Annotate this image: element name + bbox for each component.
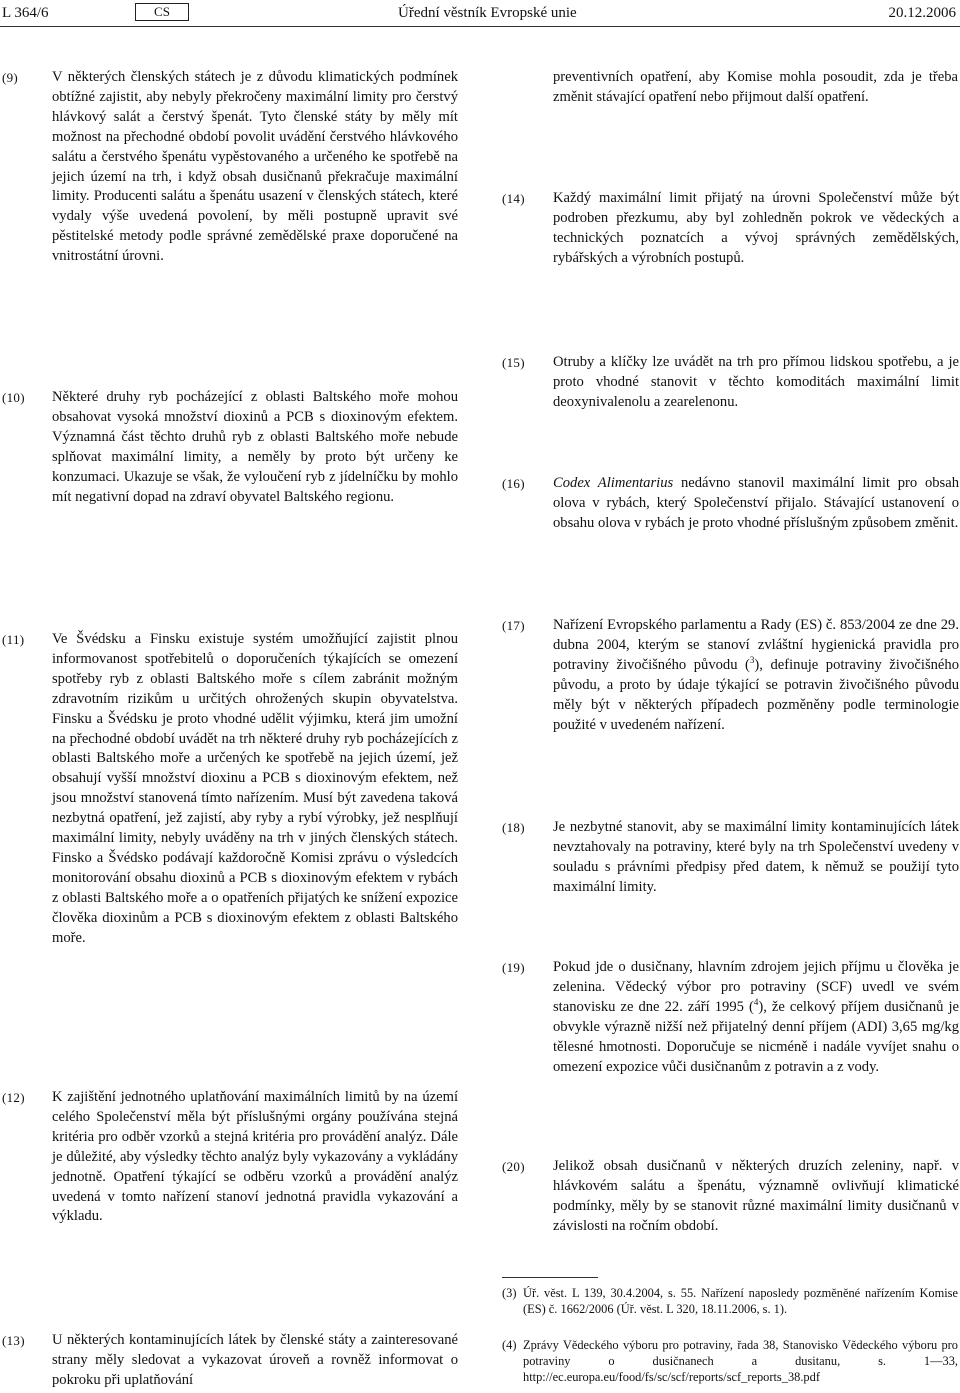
language-badge: CS bbox=[135, 3, 189, 21]
recital-text: K zajištění jednotného uplatňování maximálních limitů by na území celého Společenství měla být příslušnými orgány používána stejná kritéria pro odběr vzorků a stejná kritéria pro provádění analýz. Dále je důležité, aby výsledky těchto analýz byly vykazovány a vykládány jednotně. Opatření týkající se odběru vzorků a provádění analýz uvedená v tomto nařízení stanoví jednotná pravidla vykazování a výkladu. bbox=[52, 1089, 458, 1225]
recital-text bbox=[553, 474, 959, 534]
footnote-text: Zprávy Vědeckého výboru pro potraviny, řada 38, Stanovisko Vědeckého výboru pro potraviny o dusičnanech a dusitanu, s. 1—33, http://ec.europa.eu/food/fs/sc/scf/reports/scf_reports_38.pdf bbox=[523, 1338, 958, 1385]
italic-term: Codex Alimentarius bbox=[553, 475, 674, 491]
recital-text: Některé druhy ryb pocházející z oblasti Baltského moře mohou obsahovat vysoká množství dioxinů a PCB s dioxinovým efektem. Významná část těchto druhů ryb z oblasti Baltského moře nebude splňovat maximální limity, a neměly by proto být určeny ke konzumaci. Ukazuje se však, že vyloučení ryb z jídelníčku by mohlo mít negativní dopad na zdraví obyvatel Baltského regionu. bbox=[52, 389, 458, 505]
recital-number: (14) bbox=[502, 191, 525, 206]
journal-title: Úřední věstník Evropské unie bbox=[398, 5, 577, 21]
recital-number: (19) bbox=[502, 960, 525, 975]
recital-number: (12) bbox=[2, 1090, 25, 1105]
footnote-text: Úř. věst. L 139, 30.4.2004, s. 55. Nařízení naposledy pozměněné nařízením Komise (ES) č. 1662/2006 (Úř. věst. L 320, 18.11.2006, s. 1). bbox=[523, 1286, 958, 1317]
footnote-mark: (3) bbox=[502, 1286, 517, 1300]
header-rule bbox=[0, 26, 960, 27]
recital-13-continuation: preventivních opatření, aby Komise mohla posoudit, zda je třeba změnit stávající opatření nebo přijmout další opatření. bbox=[553, 69, 958, 105]
recital-number: (11) bbox=[2, 632, 25, 647]
recital-text bbox=[553, 958, 959, 1077]
recital-text: Každý maximální limit přijatý na úrovni Společenství může být podroben přezkumu, aby byl zohledněn pokrok ve vědeckých a technických poznatcích a vývoj správných zemědělských, rybářských a výrobních postupů. bbox=[553, 190, 959, 266]
recital-text-part-b: ), definuje potraviny živočišného původu, a proto by údaje týkající se potravin živočišného původu měly být v některých případech pozměněny podle terminologie použité v uvedeném nařízení. bbox=[553, 656, 959, 733]
footnote-ref: 4 bbox=[753, 996, 759, 1007]
recital-number: (9) bbox=[2, 70, 19, 85]
recital-number: (15) bbox=[502, 355, 525, 370]
recital-text: Jelikož obsah dusičnanů v některých druzích zeleniny, např. v hlávkovém salátu a špenátu, významně ovlivňují klimatické podmínky, měly by se stanovit různé maximální limity dusičnanů v závislosti na ročním období. bbox=[553, 1158, 959, 1234]
recital-text: Otruby a klíčky lze uvádět na trh pro přímou lidskou spotřebu, a je proto vhodné stanovit v těchto komoditách maximální limit deoxynivalenolu a zearelenonu. bbox=[553, 354, 959, 410]
recital-text: U některých kontaminujících látek by členské státy a zainteresované strany měly sledovat a vykazovat úroveň a rovněž informovat o pokroku při uplatňování bbox=[52, 1332, 458, 1388]
recital-text: Ve Švédsku a Finsku existuje systém umožňující zajistit plnou informovanost spotřebitelů o doporučeních týkajících se omezení spotřeby ryb z oblasti Baltského moře s cílem zabránit možným zdravotním rizikům u určitých ohrožených skupin obyvatelstva. Finsku a Švédsku je proto vhodné udělit výjimku, která jim umožní na přechodné období uvádět na trh některé druhy ryb pocházejících z oblasti Baltského moře a určených ke spotřebě na jejich území, jež obsahují vyšší množství dioxinu a PCB s dioxinovým efektem, než jsou množství stanovená tímto nařízením. Musí být zavedena taková nezbytná opatření, jež zajistí, aby ryby a rybí výrobky, jež nesplňují maximální limity, nebyly uváděny na trh v jiných členských státech. Finsko a Švédsko podávají každoročně Komisi zprávu o výsledcích monitorování obsahu dioxinů a PCB s dioxinovým efektem v rybách z oblasti Baltského moře a o opatřeních přijatých ke snížení expozice člověka dioxinům a PCB s dioxinovým efektem z oblasti Baltského moře. bbox=[52, 631, 458, 946]
recital-text: Je nezbytné stanovit, aby se maximální limity kontaminujících látek nevztahovaly na potraviny, které byly na trh Společenství uvedeny v souladu s právními předpisy před datem, k němuž se použijí tyto maximální limity. bbox=[553, 819, 959, 895]
footnote-rule bbox=[502, 1277, 598, 1278]
page-number: L 364/6 bbox=[2, 5, 49, 21]
recital-number: (18) bbox=[502, 820, 525, 835]
recital-text-body: nedávno stanovil maximální limit pro obsah olova v rybách, který Společenství přijalo. Stávající ustanovení o obsahu olova v rybách je proto vhodné příslušným způsobem změnit. bbox=[553, 475, 959, 531]
recital-text-part-a: Nařízení Evropského parlamentu a Rady (ES) č. 853/2004 ze dne 29. dubna 2004, kterým se stanoví zvláštní hygienická pravidla pro potraviny živočišného původu ( bbox=[553, 617, 959, 673]
recital-number: (20) bbox=[502, 1159, 525, 1174]
recital-text-part-a: Pokud jde o dusičnany, hlavním zdrojem jejich příjmu u člověka je zelenina. Vědecký výbor pro potraviny (SCF) uvedl ve svém stanovisku ze dne 22. září 1995 ( bbox=[553, 959, 959, 1015]
recital-text-part-b: ), že celkový příjem dusičnanů je obvykle výrazně nižší než přijatelný denní příjem (ADI) 3,65 mg/kg tělesné hmotnosti. Doporučuje se nicméně i nadále vyvíjet snahu o omezení expozice vůči dusičnanům z potravin a z vody. bbox=[553, 998, 959, 1075]
footnote-mark: (4) bbox=[502, 1338, 517, 1352]
recital-number: (17) bbox=[502, 618, 525, 633]
issue-date: 20.12.2006 bbox=[888, 5, 956, 21]
page-header bbox=[0, 0, 960, 26]
recital-number: (10) bbox=[2, 390, 25, 405]
recital-text bbox=[553, 616, 959, 735]
recital-number: (13) bbox=[2, 1333, 25, 1348]
recital-number: (16) bbox=[502, 476, 525, 491]
recital-text: V některých členských státech je z důvodu klimatických podmínek obtížné zajistit, aby nebyly překročeny maximální limity pro čerstvý hlávkový salát a čerstvý špenát. Tyto členské státy by měly mít možnost na přechodné období povolit uvádění čerstvého hlávkového salátu a čerstvého špenátu vypěstovaného a určeného ke spotřebě na jejich území na trh, i když obsah dusičnanů překračuje maximální limity. Producenti salátu a špenátu usazení v členských státech, které vydaly výše uvedená povolení, by měli postupně upravit své pěstitelské metody podle správné zemědělské praxe doporučené na vnitrostátní úrovni. bbox=[52, 69, 458, 265]
footnote-ref: 3 bbox=[749, 654, 755, 665]
